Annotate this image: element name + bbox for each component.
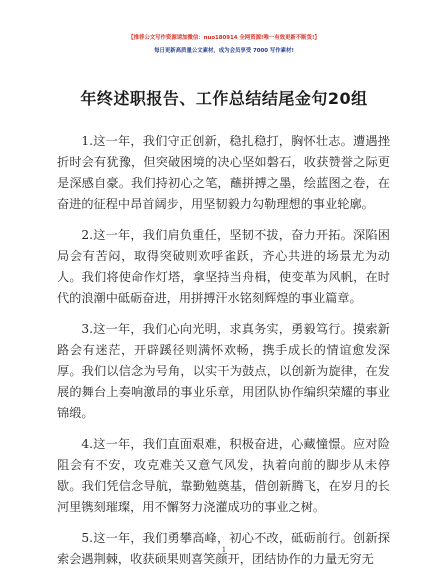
promo-banner-line-1: 【推荐公文写作资源请加微信：nuo180914 全网资源!唯一有效更新不断货!】 bbox=[128, 35, 320, 41]
paragraph-4: 4.这一年，我们直面艰难，积极奋进，心藏憧憬。应对险阻会有不安，攻克难关又意气风发，执着向前的脚步从未停歇。我们凭信念导航，靠勤勉奠基，借创新腾飞，在岁月的长河里镌刻璀璨，用不懈努力浇灌成功的事业之树。 bbox=[57, 437, 390, 514]
document-body bbox=[57, 131, 390, 580]
promo-banner-line-2: 每日更新高质量公文素材，成为会员享受 7000 写作素材! bbox=[154, 48, 294, 54]
paragraph-1: 1.这一年，我们守正创新，稳扎稳打，胸怀壮志。遭遇挫折时会有犹豫，但突破困境的决心坚如磐石，收获赞誉之际更是深感自豪。我们持初心之笔，蘸拼搏之墨，绘蓝图之卷，在奋进的征程中昂首阔步，用坚韧毅力勾勒理想的事业轮廓。 bbox=[57, 134, 390, 211]
document-title: 年终述职报告、工作总结结尾金句20组 bbox=[80, 89, 368, 108]
paragraph-2: 2.这一年，我们肩负重任，坚韧不拔，奋力开拓。深陷困局会有苦闷，取得突破则欢呼雀跃，齐心共进的场景尤为动人。我们将使命作灯塔，拿坚持当舟楫，使变革为风帆，在时代的浪潮中砥砺奋进，用拼搏汗水铭刻辉煌的事业篇章。 bbox=[57, 228, 390, 305]
paragraph-5: 5.这一年，我们勇攀高峰，初心不改，砥砺前行。创新探索会遇荆棘，收获硕果则喜笑颜开，团结协作的力量无穷无 bbox=[57, 531, 390, 566]
page-number: 1 bbox=[221, 546, 227, 554]
paragraph-3: 3.这一年，我们心向光明，求真务实，勇毅笃行。摸索新路会有迷茫，开辟蹊径则满怀欢畅，携手成长的情谊愈发深厚。我们以信念为号角，以实干为鼓点，以创新为旋律，在发展的舞台上奏响激昂的事业乐章，用团队协作编织荣耀的事业锦缎。 bbox=[57, 322, 390, 420]
